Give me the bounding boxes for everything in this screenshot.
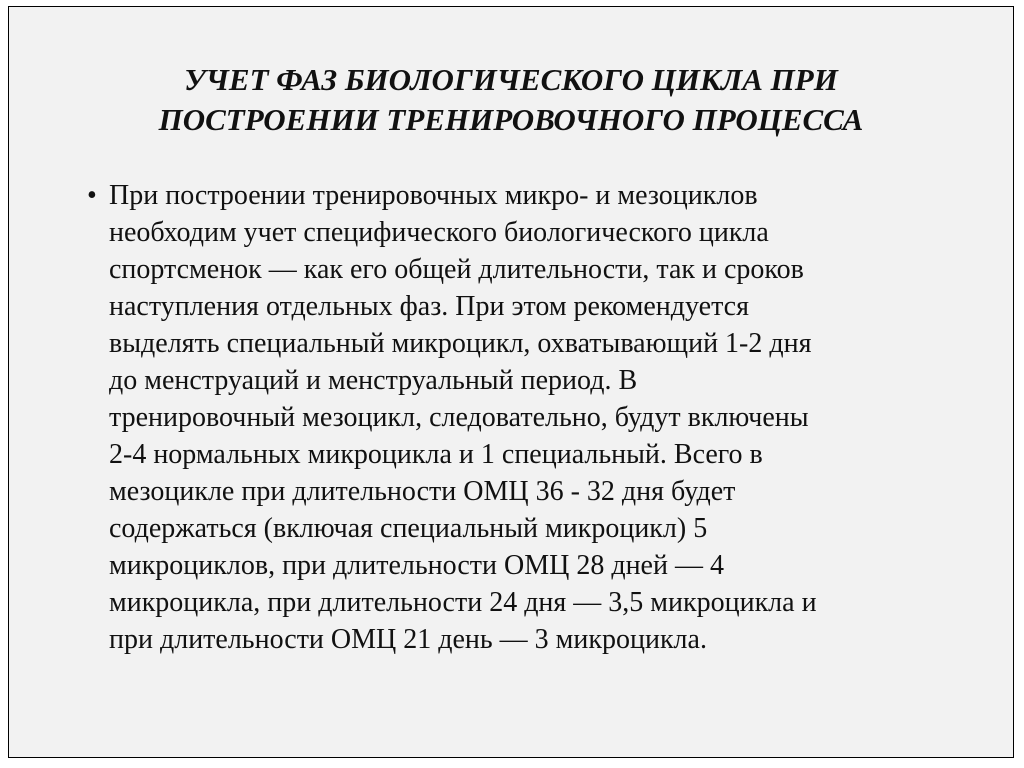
paragraph-line: содержаться (включая специальный микроцикл) 5 [109,513,708,544]
slide [8,6,1014,758]
paragraph-line: тренировочный мезоцикл, следовательно, будут включены [109,402,809,433]
paragraph-line: микроциклов, при длительности ОМЦ 28 дней — 4 [109,550,724,581]
paragraph-line: спортсменок — как его общей длительности, так и сроков [109,254,804,285]
paragraph-line: При построении тренировочных микро- и мезоциклов [109,180,758,211]
paragraph-line: мезоцикле при длительности ОМЦ 36 - 32 дня будет [109,476,736,507]
bullet-item [87,177,987,658]
bullet-list [87,177,987,658]
paragraph-line: наступления отдельных фаз. При этом рекомендуется [109,291,749,322]
paragraph-line: необходим учет специфического биологического цикла [109,217,769,248]
paragraph-line: выделять специальный микроцикл, охватывающий 1-2 дня [109,328,812,359]
paragraph-line: микроцикла, при длительности 24 дня — 3,5 микроцикла и [109,587,817,618]
bullet-dot-icon: • [87,180,97,211]
slide-title-line-1: УЧЕТ ФАЗ БИОЛОГИЧЕСКОГО ЦИКЛА ПРИ [184,62,838,97]
bullet-paragraph [109,177,987,658]
slide-title-line-2: ПОСТРОЕНИИ ТРЕНИРОВОЧНОГО ПРОЦЕССА [158,102,864,137]
paragraph-line: 2-4 нормальных микроцикла и 1 специальный. Всего в [109,439,763,470]
paragraph-line: до менструаций и менструальный период. В [109,365,638,396]
slide-title [9,60,1013,140]
paragraph-line: при длительности ОМЦ 21 день — 3 микроцикла. [109,624,707,655]
